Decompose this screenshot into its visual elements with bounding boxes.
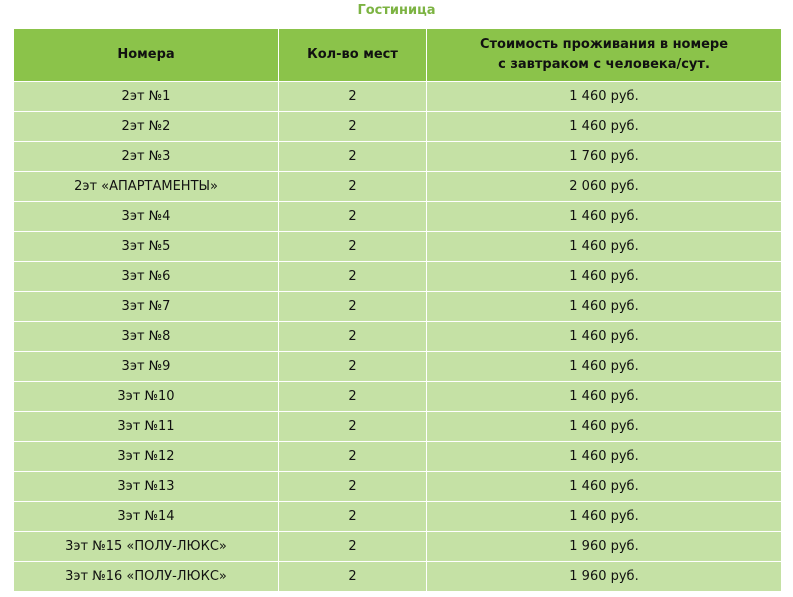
room-cell: 3эт №16 «ПОЛУ-ЛЮКС»	[14, 562, 279, 592]
price-cell: 1 460 руб.	[427, 202, 782, 232]
table-row	[14, 202, 782, 232]
room-cell: 3эт №15 «ПОЛУ-ЛЮКС»	[14, 532, 279, 562]
table-row	[14, 352, 782, 382]
seats-cell: 2	[279, 112, 427, 142]
seats-cell: 2	[279, 532, 427, 562]
room-cell: 2эт №2	[14, 112, 279, 142]
price-cell: 1 460 руб.	[427, 382, 782, 412]
room-cell: 2эт «АПАРТАМЕНТЫ»	[14, 172, 279, 202]
room-cell: 3эт №6	[14, 262, 279, 292]
table-row	[14, 412, 782, 442]
room-cell: 3эт №12	[14, 442, 279, 472]
price-cell: 1 460 руб.	[427, 502, 782, 532]
seats-cell: 2	[279, 142, 427, 172]
table-row	[14, 172, 782, 202]
room-cell: 2эт №3	[14, 142, 279, 172]
table-row	[14, 472, 782, 502]
seats-cell: 2	[279, 232, 427, 262]
room-cell: 3эт №11	[14, 412, 279, 442]
seats-cell: 2	[279, 352, 427, 382]
seats-cell: 2	[279, 382, 427, 412]
seats-cell: 2	[279, 562, 427, 592]
room-cell: 3эт №8	[14, 322, 279, 352]
table-row	[14, 532, 782, 562]
header-room: Номера	[14, 29, 279, 82]
table-row	[14, 232, 782, 262]
table-body	[14, 82, 782, 592]
table-row	[14, 562, 782, 592]
seats-cell: 2	[279, 292, 427, 322]
room-cell: 3эт №13	[14, 472, 279, 502]
seats-cell: 2	[279, 472, 427, 502]
table-row	[14, 502, 782, 532]
room-cell: 3эт №14	[14, 502, 279, 532]
room-cell: 2эт №1	[14, 82, 279, 112]
room-price-table	[13, 28, 782, 592]
table-row	[14, 262, 782, 292]
price-cell: 1 760 руб.	[427, 142, 782, 172]
table-row	[14, 292, 782, 322]
seats-cell: 2	[279, 262, 427, 292]
price-cell: 1 460 руб.	[427, 352, 782, 382]
table-header-row	[14, 29, 782, 82]
price-cell: 1 460 руб.	[427, 292, 782, 322]
seats-cell: 2	[279, 442, 427, 472]
price-cell: 2 060 руб.	[427, 172, 782, 202]
table-row	[14, 112, 782, 142]
room-cell: 3эт №4	[14, 202, 279, 232]
price-cell: 1 460 руб.	[427, 472, 782, 502]
room-cell: 3эт №5	[14, 232, 279, 262]
price-cell: 1 460 руб.	[427, 442, 782, 472]
price-cell: 1 460 руб.	[427, 82, 782, 112]
header-price-line2: с завтраком с человека/сут.	[498, 57, 710, 72]
table-row	[14, 442, 782, 472]
seats-cell: 2	[279, 412, 427, 442]
seats-cell: 2	[279, 322, 427, 352]
header-price	[427, 29, 782, 82]
room-cell: 3эт №7	[14, 292, 279, 322]
header-price-line1: Стоимость проживания в номере	[479, 37, 729, 52]
price-cell: 1 460 руб.	[427, 112, 782, 142]
table-row	[14, 82, 782, 112]
table-row	[14, 142, 782, 172]
seats-cell: 2	[279, 202, 427, 232]
price-cell: 1 460 руб.	[427, 412, 782, 442]
price-cell: 1 460 руб.	[427, 232, 782, 262]
price-cell: 1 960 руб.	[427, 532, 782, 562]
price-cell: 1 460 руб.	[427, 262, 782, 292]
page-title: Гостиница	[357, 3, 436, 18]
table-row	[14, 382, 782, 412]
room-cell: 3эт №9	[14, 352, 279, 382]
header-seats: Кол-во мест	[279, 29, 427, 82]
seats-cell: 2	[279, 82, 427, 112]
price-cell: 1 960 руб.	[427, 562, 782, 592]
seats-cell: 2	[279, 172, 427, 202]
table-row	[14, 322, 782, 352]
seats-cell: 2	[279, 502, 427, 532]
room-cell: 3эт №10	[14, 382, 279, 412]
price-cell: 1 460 руб.	[427, 322, 782, 352]
